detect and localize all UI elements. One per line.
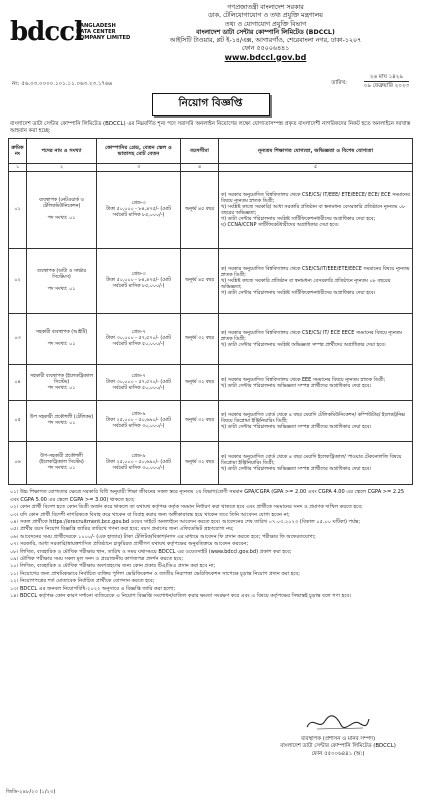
vacancy-table: [8, 138, 413, 485]
row-age: অনূর্ধ্ব ৩২ বছর: [181, 442, 219, 485]
row-serial: ০২: [9, 249, 27, 314]
requirement-item: খ) ডাটা সেন্টার পরিচালনায় সংশ্লিষ্ট অভিজ্ঞতা সম্পন্ন প্রার্থীদের অগ্রাধিকার দেয়া হবে।: [221, 342, 386, 349]
grade-label: গ্রেড-৩: [131, 201, 146, 207]
post-count: পদ সংখ্যা: ০১: [47, 385, 76, 391]
condition-item: ০৬। আবেদনের সময় প্রার্থীদেরকে ১০০০/- (এক হাজার) টাকা টেলিটক/বিকাশ/নগদ এর মাধ্যমে আবেদন ফি প্রদান করতে হবে; পরীক্ষার ফি অফেরতযোগ্য;: [10, 533, 316, 540]
logo-text: BANGLADESH DATA CENTER COMPANY LIMITED: [76, 23, 131, 42]
table-row: [9, 249, 413, 314]
grade-label: গ্রেড-৩: [131, 272, 146, 278]
row-post: [27, 442, 97, 485]
pay-scale: টাকা ২৫,০০০ - ৫০,৬৯০/- (মোট সর্বমোট মাসিক ৩০,০০০/-): [106, 460, 171, 472]
table-row: [9, 314, 413, 365]
requirement-item: ক) সরকার অনুমোদিত বিশ্ববিদ্যালয় থেকে EEE সমমানের বিষয়ে ন্যূনতম স্নাতক ডিগ্রী;: [221, 376, 386, 383]
row-age: অনূর্ধ্ব ৩২ বছর: [181, 401, 219, 442]
row-post: [27, 365, 97, 401]
condition-item: ০৯। মৌখিক পরীক্ষার সময় সকল মূল সনদ ও প্রয়োজনীয় কাগজপত্র প্রদর্শন করতে হবে;: [10, 556, 184, 563]
col-header-grade: কোম্পানির গ্রেড, বেতন স্কেল ও ভাতাসহ মোট বেতন: [97, 139, 181, 164]
row-age: অনূর্ধ্ব ৪৫ বছর: [181, 172, 219, 249]
logo-mark: bdccl: [10, 17, 83, 47]
signature-block: [263, 713, 413, 758]
row-serial: ০৩: [9, 314, 27, 365]
requirement-item: গ) ডাটা সেন্টার পরিচালনায় সংশ্লিষ্ট সার্টিফিকেশনধারীদের অগ্রাধিকার দেয়া হবে;: [221, 216, 376, 223]
requirement-item: খ) সংশ্লিষ্ট কাজে সরকারি প্রতিষ্ঠান বা স্বনামধন্য বেসরকারি প্রতিষ্ঠানে ন্যূনতম ০৮ বছরের অভিজ্ঞতা;: [221, 278, 391, 291]
row-requirements: [219, 442, 413, 485]
table-row: [9, 172, 413, 249]
requirement-item: খ) ডাটা সেন্টার পরিচালনায় অভিজ্ঞতা সম্পন্ন প্রার্থীদের অগ্রাধিকার দেয়া হবে।: [221, 424, 372, 431]
website-link[interactable]: www.bdccl.gov.bd: [224, 52, 307, 62]
condition-item: ০২। কোন প্রার্থী বিদেশ হতে কোন ডিগ্রী অর্জন করে থাকলে তা যথাযথ কর্তৃপক্ষ কর্তৃক সমমান নির্ধারণ করা থাকতে হবে এবং প্রার্থীকে সমমানের সনদ ও প্রমাণক দাখিল করতে হবে;: [10, 504, 363, 511]
condition-item: ১২। নিয়োগপত্রের শর্ত মোতাবেক নির্বাচিত প্রার্থীকে যোগদান করতে হবে;: [10, 578, 155, 585]
row-grade: [97, 172, 181, 249]
row-requirements: [219, 172, 413, 249]
row-requirements: [219, 314, 413, 365]
company-name: বাংলাদেশ ডাটা সেন্টার কোম্পানি লিমিটেড (BDCCL): [196, 28, 335, 36]
row-requirements: [219, 249, 413, 314]
table-row: [9, 365, 413, 401]
row-serial: ০৬: [9, 442, 27, 485]
government-heading: [118, 4, 413, 62]
col-num: ৫: [219, 164, 413, 172]
handwritten-signature: [303, 713, 373, 733]
gov-line-1: গণপ্রজাতন্ত্রী বাংলাদেশ সরকার: [227, 4, 304, 11]
row-age: অনূর্ধ্ব ৩২ বছর: [181, 365, 219, 401]
issue-dates: [364, 73, 409, 90]
requirement-item: খ) ডাটা সেন্টার পরিচালনায় অভিজ্ঞতা সম্পন্ন প্রার্থীদের অগ্রাধিকার দেয়া হবে।: [221, 466, 372, 473]
row-grade: [97, 442, 181, 485]
gov-line-3: তথ্য ও যোগাযোগ প্রযুক্তি বিভাগ: [224, 20, 307, 28]
pay-scale: টাকা ২৫,০০০ - ৫০,৬৯০/- (মোট সর্বমোট মাসিক ৩০,০০০/-): [106, 418, 171, 430]
row-post: [27, 314, 97, 365]
col-header-age: বয়সসীমা: [181, 139, 219, 164]
reference-row: [8, 72, 413, 92]
company-address: আইসিটি টাওয়ার, প্লট ই-১৪/এক্স, আগারগাঁও, শেরেবাংলা নগর, ঢাকা-১২০৭: [169, 37, 362, 45]
pay-scale: টাকা ৩০,০০০ - ৫৭,৫৭০/- (মোট সর্বমোট মাসিক ৫০,০০০/-): [106, 336, 171, 348]
grade-label: গ্রেড-৭: [131, 373, 146, 379]
grade-label: গ্রেড-৯: [131, 412, 146, 418]
col-header-serial: ক্রমিক নং: [9, 139, 27, 164]
signatory-org: বাংলাদেশ ডাটা সেন্টার কোম্পানি লিমিটেড (BDCCL): [280, 743, 396, 750]
post-name: ব্যবস্থাপক (ডাটা ও সার্ভার সিস্টেমস): [37, 269, 86, 281]
post-count: পদ সংখ্যা: ০১: [47, 421, 76, 427]
requirement-item: ক) সরকার অনুমোদিত বিশ্ববিদ্যালয় থেকে CSE/CS/ IT/EEE/ ETE/EECE/ ECE/ ECE সমমানের বিষয়ে ন্যূনতম স্নাতক ডিগ্রী;: [221, 192, 410, 205]
date-bangla: ২৬ মাঘ ১৪২৯: [364, 73, 409, 82]
post-name: উপ সহকারী প্রকৌশলী (টেলিকম): [29, 415, 94, 421]
requirement-item: ক) সরকার অনুমোদিত বোর্ড থেকে ৪ বছর মেয়াদি টেলিকমিউনিকেশন/ কম্পিউটার/ ইলেকট্রনিক্স বিষয়ে ডিপ্লোমা ইঞ্জিনিয়ারিং ডিগ্রী;: [221, 412, 405, 425]
letterhead: [8, 4, 413, 72]
column-number-row: [9, 164, 413, 172]
condition-item: ১০। লিখিত, ব্যবহারিক ও মৌখিক পরীক্ষায় অংশগ্রহণের জন্য কোন প্রকার টিএ/ডিএ প্রদান করা হবে না;: [10, 563, 216, 570]
row-post: [27, 172, 97, 249]
post-count: পদ সংখ্যা: ০১: [47, 342, 76, 348]
row-age: অনূর্ধ্ব ৪৫ বছর: [181, 249, 219, 314]
condition-item: ০৭। সরকারি, আধা সরকারি/স্বায়ত্তশাসিত প্রতিষ্ঠানে চাকুরিরত প্রার্থীগণ যথাযথ কর্তৃপক্ষের অনুমতিক্রমে আবেদন করবেন;: [10, 541, 249, 548]
post-name: সহকারী ব্যবস্থাপক (আইটি): [35, 330, 88, 336]
condition-item: ০৮। লিখিত, ব্যবহারিক ও মৌখিক পরীক্ষার স্থান, তারিখ ও সময় যথাসময়ে BDCCL এর ওয়েবসাইট (www.bdccl.gov.bd) প্রকাশ করা হবে;: [10, 548, 292, 555]
col-num: ১: [9, 164, 27, 172]
pay-scale: টাকা ৩০,০০০ - ৫৭,৫৭০/- (মোট সর্বমোট মাসিক ৫০,০০০/-): [106, 379, 171, 391]
footer-code: জিডি-২৪৮/২৩ (১/২৩): [6, 789, 56, 795]
row-post: [27, 401, 97, 442]
condition-item: ০১। উচ্চ শিক্ষাগত যোগ্যতার ক্ষেত্রে সরকারি বিধি অনুযায়ী শিক্ষা জীবনের সকল স্তরে ন্যূনতম ২য় বিভাগ/শ্রেণী সমমান GPA/CGPA (GPA >= 2.00 এবং CGPA 4.00 এর স্কেলে CGPA >= 2.25 এবং CGPA 5.00 এর স্কেলে CGPA >= 3.00) থাকতে হবে;: [10, 489, 405, 503]
gov-line-2: ডাক, টেলিযোগাযোগ ও তথ্য প্রযুক্তি মন্ত্রণালয়: [208, 12, 323, 20]
condition-item: ০৩। যদি কোন প্রার্থী বিদেশী নাগরিককে বিবাহ করে থাকেন বা বিবাহ করার জন্য অঙ্গীকারাবদ্ধ হয়ে থাকেন তবে তিনি আবেদন যোগ্য হবেন না;: [10, 511, 290, 518]
requirement-item: খ) ডাটা সেন্টার পরিচালনায় অভিজ্ঞতা সম্পন্ন প্রার্থীদের অগ্রাধিকার দেয়া হবে।: [221, 382, 372, 389]
pay-scale: টাকা ৫০,০০০ - ৮৪,৪৭৫/- (মোট সর্বমোট মাসিক ৮৫,০০০/-): [106, 278, 171, 290]
post-name: সহকারী ব্যবস্থাপক (ইলেকট্রিক্যাল সিস্টেম): [29, 373, 94, 385]
requirement-item: ঘ) CCNA/CCNP সার্টিফিকেটধারীদের অগ্রাধিকার দেয়া হবে।: [221, 222, 339, 229]
col-num: ২: [27, 164, 97, 172]
grade-label: গ্রেড-৭: [131, 330, 146, 336]
requirement-item: গ) ডাটা সেন্টার পরিচালনায় সংশ্লিষ্ট সার্টিফিকেশনধারীদের অগ্রাধিকার দেয়া হবে।: [221, 290, 376, 297]
table-row: [9, 401, 413, 442]
date-english: ০৯ ফেব্রুয়ারি ২০২৩: [363, 83, 409, 89]
notice-title: নিয়োগ বিজ্ঞপ্তি: [152, 93, 270, 116]
table-row: [9, 442, 413, 485]
conditions-list: [10, 489, 411, 600]
row-grade: [97, 365, 181, 401]
condition-item: ১৩। BDCCL এর জনবল নিয়োগবিধি-২০২২ অনুসারে এ বিজ্ঞপ্তি জারি করা হলো;: [10, 585, 176, 592]
signatory-phone: ফোন ৫৫০০৬৪৪১ (অ:): [311, 750, 365, 757]
row-serial: ০৪: [9, 365, 27, 401]
row-post: [27, 249, 97, 314]
post-count: পদ সংখ্যা: ০১: [47, 216, 76, 222]
condition-item: ০৫। প্রার্থীর বয়স নিয়োগ বিজ্ঞপ্তি জারির তারিখে গণনা করা হবে; বয়স প্রমাণের জন্য এফিডেভিট গ্রহণযোগ্য নয়;: [10, 526, 234, 533]
row-grade: [97, 314, 181, 365]
post-name: ব্যবস্থাপক (নেটওয়ার্ক ও টেলিকমিউনিকেশন): [39, 198, 84, 210]
intro-paragraph: বাংলাদেশ ডাটা সেন্টার কোম্পানি লিমিটেড (BDCCL) এর নিম্নবর্ণিত শূন্য পদে সরাসরি অনলাইন নিয়োগের লক্ষ্যে যোগ্যতাসম্পন্ন প্রকৃত বাংলাদেশী নাগরিকদের নিকট হতে অনলাইনে দরখাস্ত আহবান করা হচ্ছে:: [10, 121, 411, 135]
col-num: ৪: [181, 164, 219, 172]
date-label: তারিখ:: [331, 80, 347, 86]
table-header-row: [9, 139, 413, 164]
condition-item: ০৪। সকল প্রার্থীকে https://erecruitment.bcc.gov.bd ওয়েব সাইটে অনলাইনে আবেদন করতে হবে। আবেদনের শেষ তারিখ ০৭.০৩.২০২৩ (বিকাল ০৫.০০ ঘটিকা) পর্যন্ত;: [10, 519, 361, 526]
condition-item: ১৪। BDCCL কর্তৃপক্ষ কোন কারণ দর্শানো ব্যতিরেকে এ নিয়োগ বিজ্ঞপ্তি সংশোধন/বাতিল করার ক্ষমতা সংরক্ষণ করে এবং এ বিষয়ে কর্তৃপক্ষের সিদ্ধান্তই চূড়ান্ত বলে গণ্য হবে।: [10, 593, 351, 600]
row-requirements: [219, 401, 413, 442]
memo-number: নং: ৫৬.০৩.০০০০.১০১.১১.০৬৩.২৩.১৭৬৬: [12, 81, 113, 87]
col-header-requirements: নূন্যতম শিক্ষাগত যোগ্যতা, অভিজ্ঞতা ও বিশেষ যোগ্যতা: [219, 139, 413, 164]
condition-item: ১১। নিয়োগের জন্য প্রাথমিকভাবে নির্বাচিত ব্যক্তির পুলিশ ভেরিফিকেশন ও জাতীয় নিরাপত্তা ভেরিফিকেশন সাপেক্ষে চূড়ান্ত নিয়োগ প্রদান করা হবে;: [10, 570, 300, 577]
row-serial: ০১: [9, 172, 27, 249]
row-serial: ০৫: [9, 401, 27, 442]
requirement-item: ক) সরকার অনুমোদিত বোর্ড থেকে ৪ বছর মেয়াদি ইলেকট্রিক্যাল/ পাওয়ার টেকনোলজি বিষয়ে ডিপ্লোমা ইঞ্জিনিয়ারিং ডিগ্রী;: [221, 454, 402, 467]
col-header-post: পদের নাম ও সংখ্যা: [27, 139, 97, 164]
grade-label: গ্রেড-৯: [131, 454, 146, 460]
row-grade: [97, 249, 181, 314]
requirement-item: খ) সংশ্লিষ্ট কাজে সরকারি/ আধা সরকারি প্রতিষ্ঠান বা স্বনামধন্য বেসরকারি প্রতিষ্ঠানে ন্যূনতম ০৮ বছরের অভিজ্ঞতা;: [221, 204, 406, 217]
signatory-designation: ব্যবস্থাপক (প্রশাসন ও মানব সম্পদ): [300, 736, 376, 743]
post-name: উপ-সহকারী প্রকৌশলী (ইলেকট্রিক্যাল সিস্টেম): [39, 454, 84, 466]
row-requirements: [219, 365, 413, 401]
company-phone: ফোন ৫৫০০৬৪৪১: [241, 45, 290, 53]
row-age: অনূর্ধ্ব ৩২ বছর: [181, 314, 219, 365]
col-num: ৩: [97, 164, 181, 172]
requirement-item: ক) সরকার অনুমোদিত বিশ্ববিদ্যালয় থেকে CSE/CS/ IT/ ECE EECE সমমানের বিষয়ে ন্যূনতম স্নাতক ডিগ্রী;: [221, 330, 403, 343]
pay-scale: টাকা ৫০,০০০ - ৮৪,৪৭৫/- (মোট সর্বমোট মাসিক ৮৫,০০০/-): [106, 207, 171, 219]
post-count: পদ সংখ্যা: ০১: [47, 466, 76, 472]
row-grade: [97, 401, 181, 442]
requirement-item: ক) সরকার অনুমোদিত বিশ্ববিদ্যালয় থেকে CSE/CS/IT/EEE/ETE/EECE সমমানের বিষয়ে ন্যূনতম স্নাতক ডিগ্রী;: [221, 266, 410, 279]
bdccl-logo: [10, 18, 130, 48]
post-count: পদ সংখ্যা: ০১: [47, 287, 76, 293]
